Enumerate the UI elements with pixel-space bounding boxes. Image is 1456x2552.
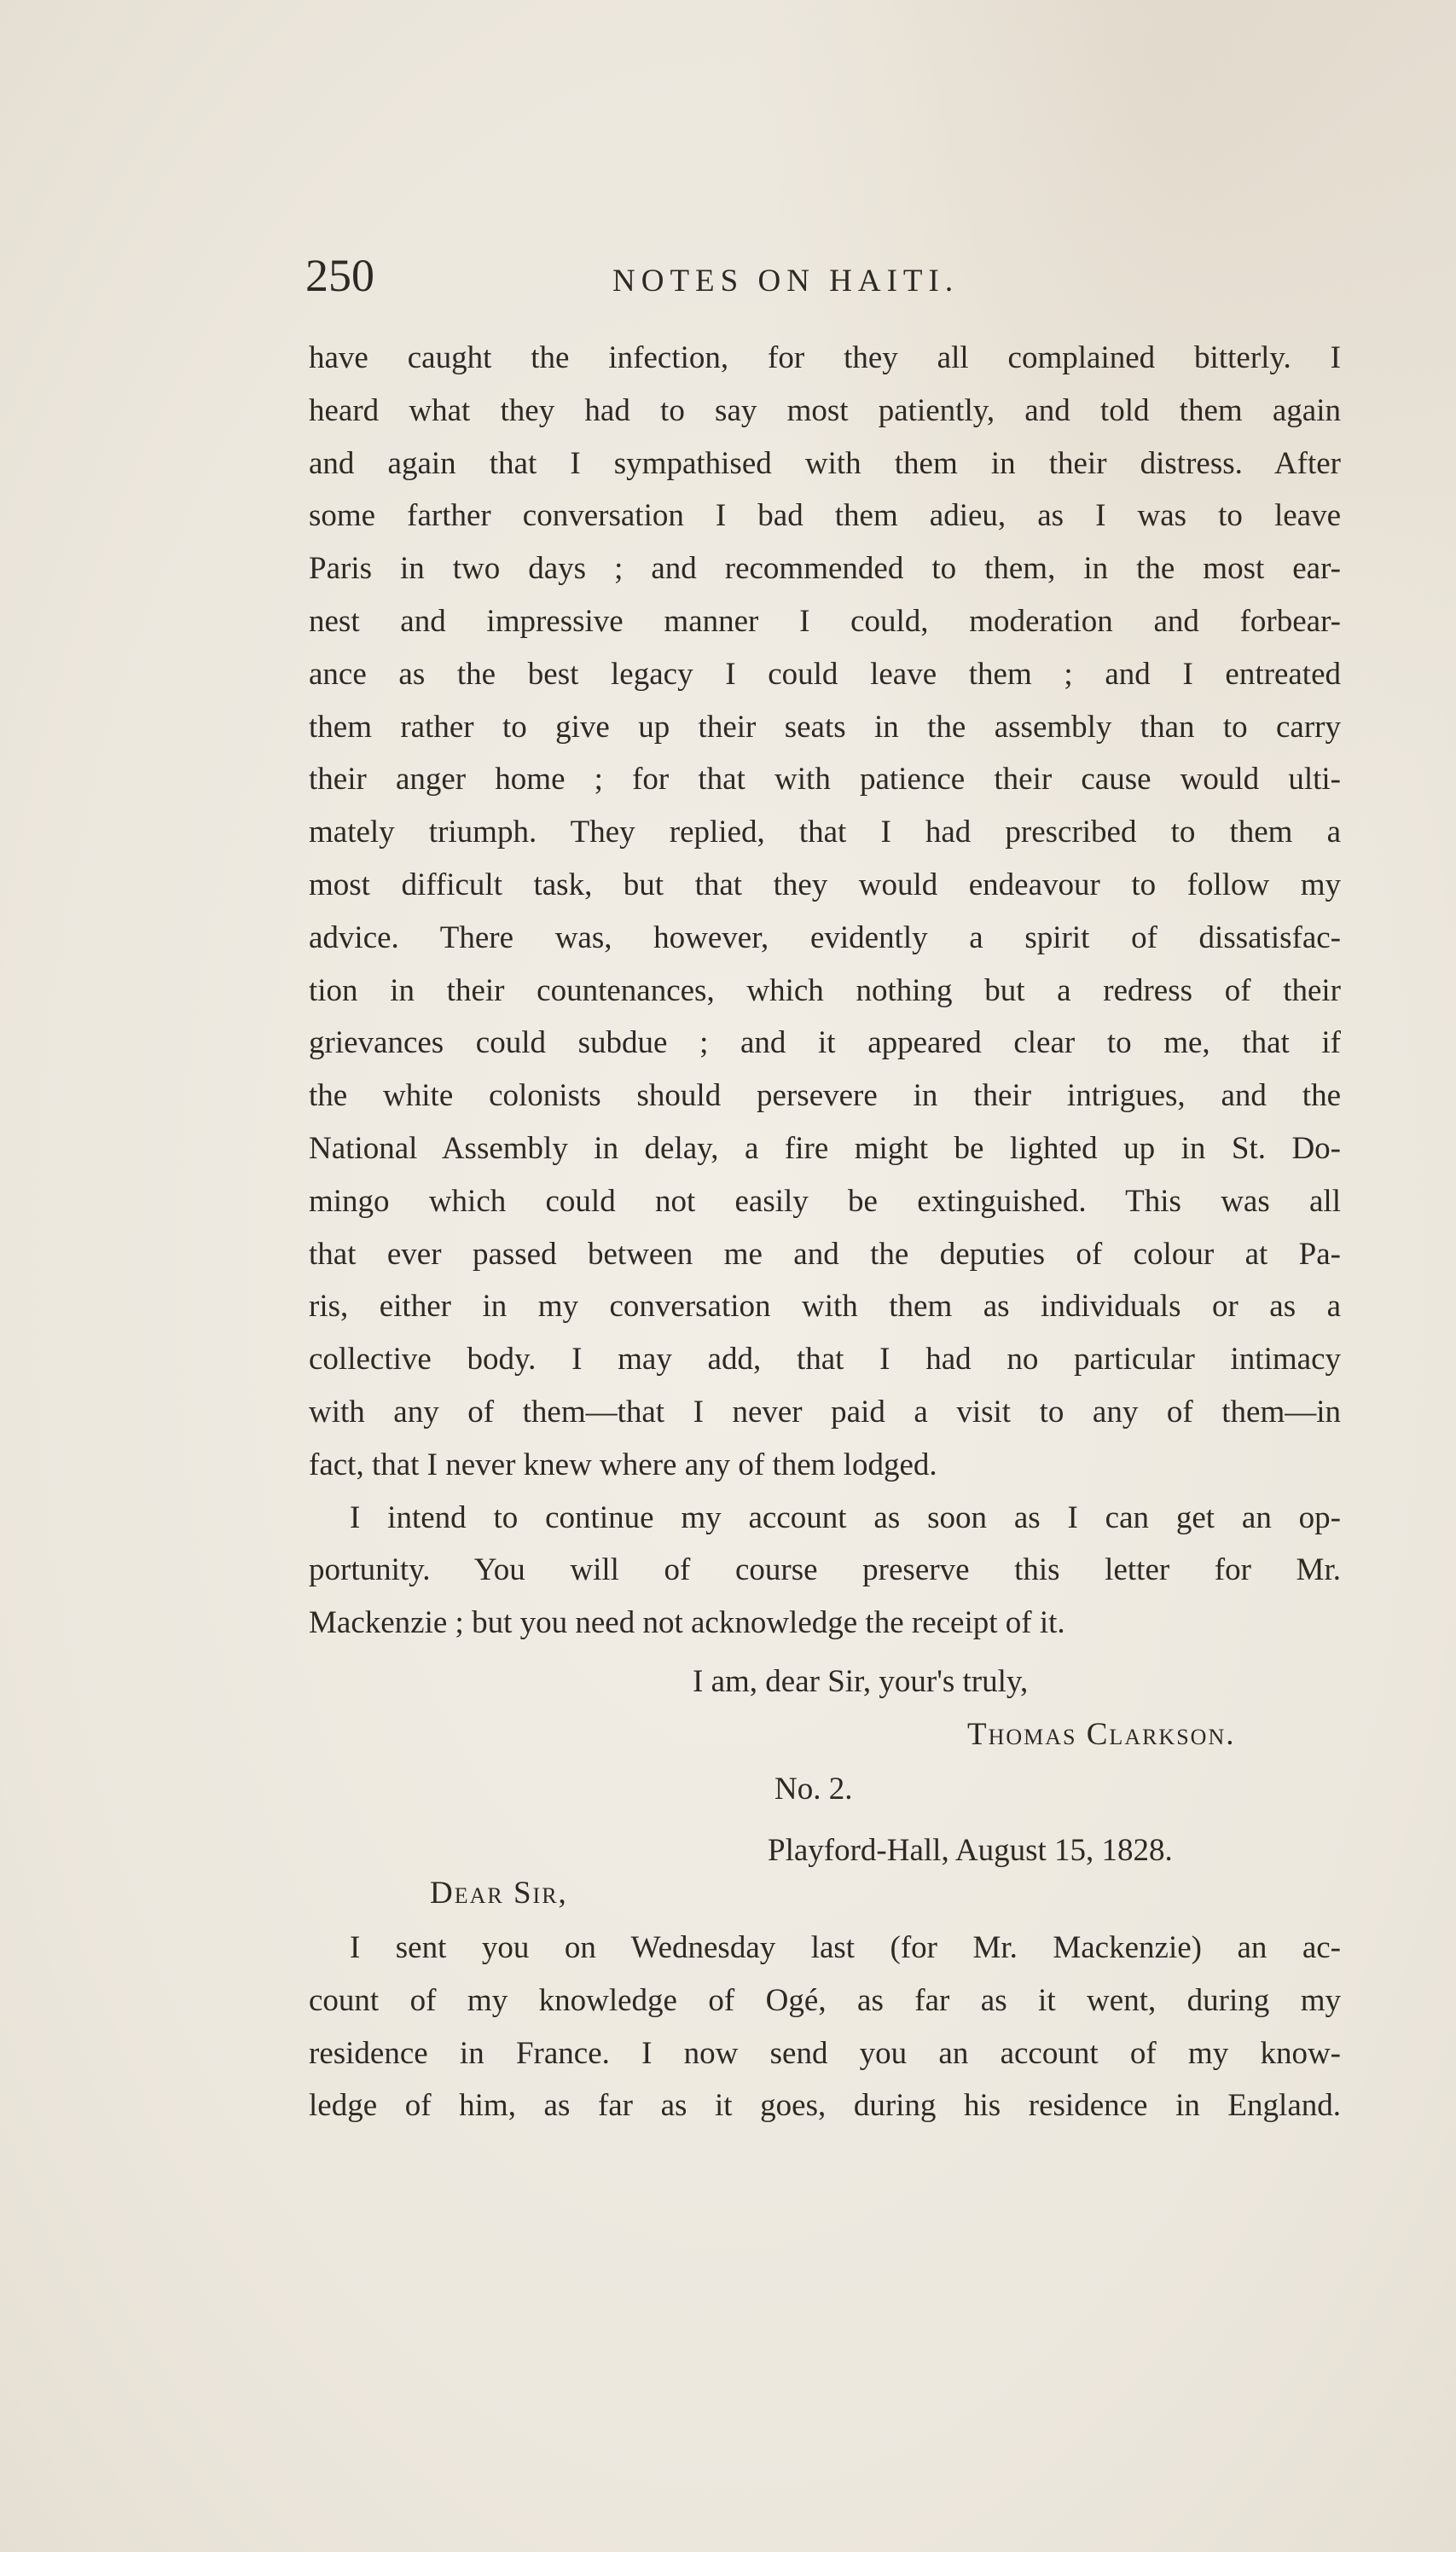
text-line: I intend to continue my account as soon as I can get an op- (350, 1499, 1341, 1535)
text-line: heard what they had to say most patiently, and told them again (309, 392, 1341, 428)
body-text (309, 332, 1341, 1650)
signature: Thomas Clarkson. (967, 1717, 1236, 1752)
text-line: residence in France. I now send you an account of my know- (309, 2035, 1341, 2071)
text-line: and again that I sympathised with them in their distress. After (309, 445, 1341, 481)
text-line: National Assembly in delay, a fire might be lighted up in St. Do- (309, 1130, 1341, 1166)
letter-place-date: Playford-Hall, August 15, 1828. (768, 1833, 1173, 1868)
letter-number: No. 2. (774, 1772, 853, 1807)
text-line: portunity. You will of course preserve this letter for Mr. (309, 1552, 1341, 1588)
text-line: ance as the best legacy I could leave them ; and I entreated (309, 656, 1341, 692)
text-line: nest and impressive manner I could, moderation and forbear- (309, 603, 1341, 639)
text-line: the white colonists should persevere in their intrigues, and the (309, 1078, 1341, 1114)
text-line: some farther conversation I bad them adieu, as I was to leave (309, 498, 1341, 534)
text-line: advice. There was, however, evidently a spirit of dissatisfac- (309, 919, 1341, 955)
text-line: have caught the infection, for they all complained bitterly. I (309, 340, 1341, 375)
text-line: mingo which could not easily be extinguished. This was all (309, 1183, 1341, 1219)
text-line: Mackenzie ; but you need not acknowledge the receipt of it. (309, 1605, 1065, 1641)
text-line: with any of them—that I never paid a visit to any of them—in (309, 1394, 1341, 1430)
valediction: I am, dear Sir, your's truly, (693, 1664, 1029, 1699)
text-line: collective body. I may add, that I had no particular intimacy (309, 1342, 1341, 1378)
text-line: count of my knowledge of Ogé, as far as it went, during my (309, 1982, 1341, 2018)
text-line: fact, that I never knew where any of them lodged. (309, 1447, 937, 1482)
text-line: mately triumph. They replied, that I had prescribed to them a (309, 815, 1341, 850)
text-line: them rather to give up their seats in the assembly than to carry (309, 709, 1341, 745)
page-header (305, 246, 1372, 314)
letter-salutation: Dear Sir, (430, 1876, 568, 1911)
text-line: grievances could subdue ; and it appeared clear to me, that if (309, 1025, 1341, 1061)
text-line: ris, either in my conversation with them as individuals or as a (309, 1289, 1341, 1325)
text-line: their anger home ; for that with patience their cause would ulti- (309, 762, 1341, 798)
text-line: I sent you on Wednesday last (for Mr. Mackenzie) an ac- (350, 1930, 1341, 1965)
text-line: ledge of him, as far as it goes, during his residence in England. (309, 2088, 1341, 2124)
text-line: tion in their countenances, which nothing but a redress of their (309, 972, 1341, 1008)
text-line: that ever passed between me and the deputies of colour at Pa- (309, 1236, 1341, 1272)
running-title: NOTES ON HAITI. (612, 264, 960, 299)
text-line: most difficult task, but that they would endeavour to follow my (309, 867, 1341, 902)
letter2-body (309, 1922, 1341, 2132)
text-line: Paris in two days ; and recommended to them, in the most ear- (309, 551, 1341, 587)
page-number: 250 (305, 250, 374, 301)
